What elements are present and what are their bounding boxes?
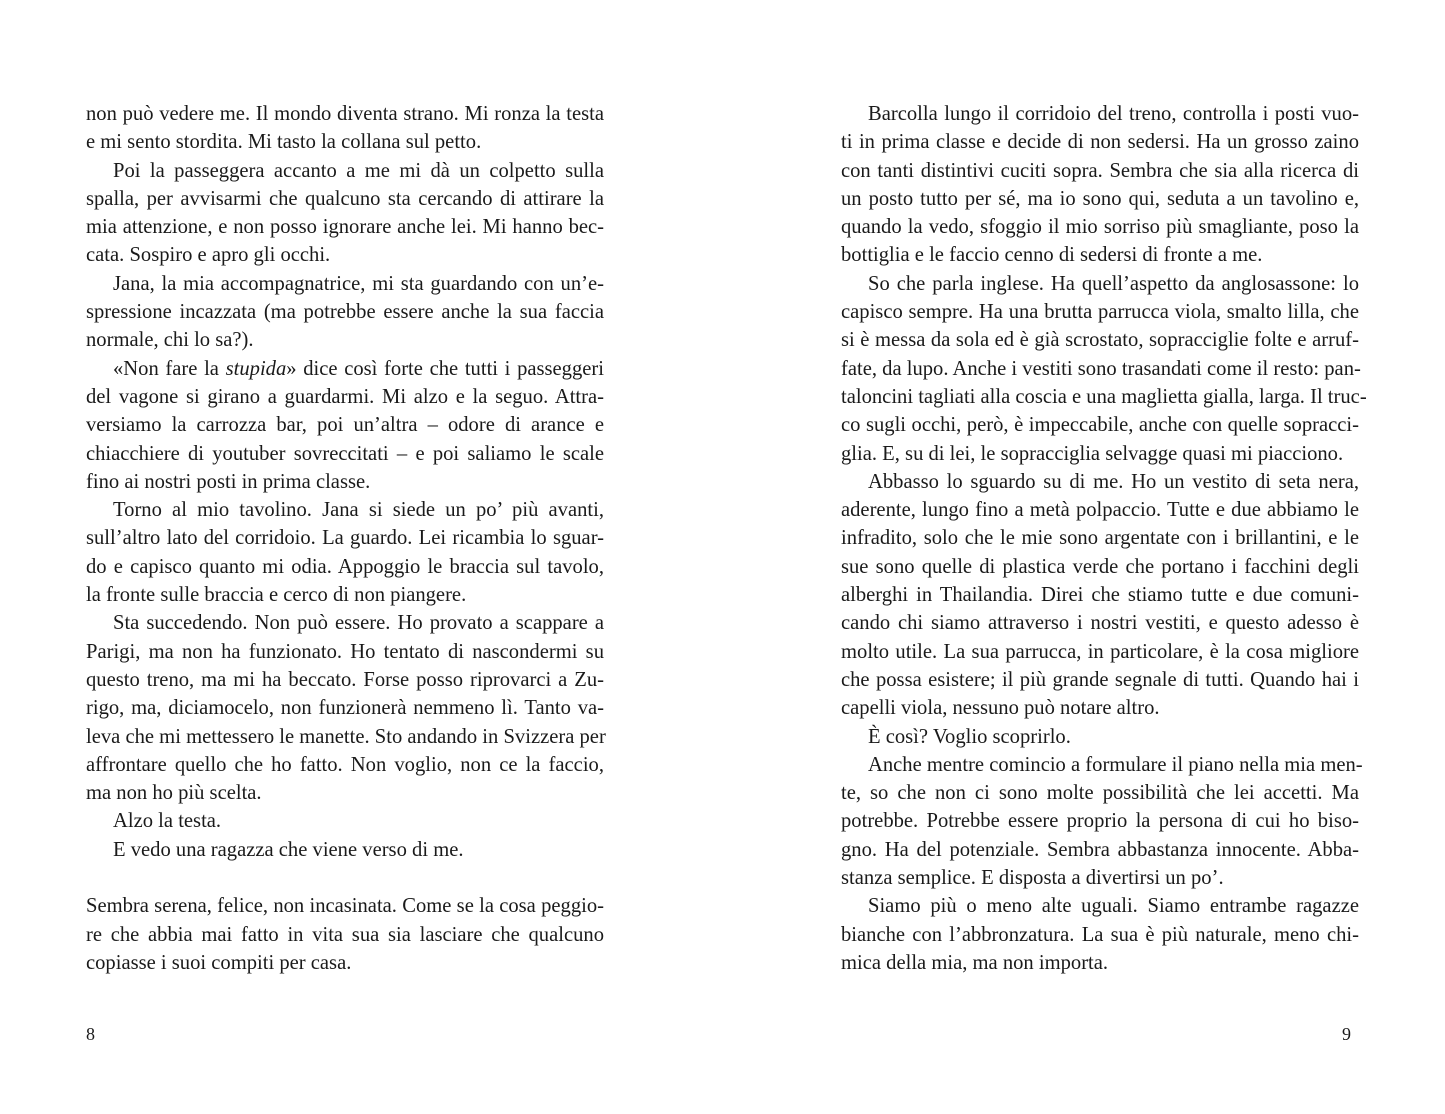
text-line: do e capisco quanto mi odia. Appoggio le braccia sul tavolo,	[86, 555, 604, 578]
text-line: ma non ho più scelta.	[86, 782, 262, 805]
text-line: cata. Sospiro e apro gli occhi.	[86, 244, 331, 267]
text-line: aderente, lungo fino a metà polpaccio. Tutte e due abbiamo le	[841, 499, 1359, 522]
text-line: Jana, la mia accompagnatrice, mi sta guardando con un’e-	[113, 272, 604, 295]
text-line: Sembra serena, felice, non incasinata. Come se la cosa peggio-	[86, 895, 604, 918]
text-line: E vedo una ragazza che viene verso di me.	[113, 838, 464, 861]
text-segment: «Non fare la	[113, 357, 226, 380]
text-line: potrebbe. Potrebbe essere proprio la persona di cui ho biso-	[841, 810, 1359, 833]
text-line: taloncini tagliati alla coscia e una maglietta gialla, larga. Il truc-	[841, 385, 1367, 408]
text-line: Siamo più o meno alte uguali. Siamo entrambe ragazze	[868, 895, 1359, 918]
text-line: te, so che non ci sono molte possibilità che lei accetti. Ma	[841, 782, 1359, 805]
text-segment: » dice così forte che tutti i passeggeri	[286, 357, 604, 380]
text-line: Parigi, ma non ha funzionato. Ho tentato di nascondermi su	[86, 640, 604, 663]
text-line: mia attenzione, e non posso ignorare anche lei. Mi hanno bec-	[86, 216, 604, 239]
italic-word: stupida	[225, 357, 287, 380]
text-line: molto utile. La sua parrucca, in particolare, è la cosa migliore	[841, 640, 1359, 663]
text-line: Anche mentre comincio a formulare il piano nella mia men-	[868, 753, 1363, 776]
text-line: non può vedere me. Il mondo diventa strano. Mi ronza la testa	[86, 103, 604, 125]
text-line: Abbasso lo sguardo su di me. Ho un vestito di seta nera,	[868, 470, 1359, 493]
left-page-text	[86, 100, 604, 977]
right-page-text	[841, 100, 1367, 977]
text-line: infradito, solo che le mie sono argentate con i brillantini, e le	[841, 527, 1359, 550]
text-line: È così? Voglio scoprirlo.	[868, 725, 1071, 748]
text-line: un posto tutto per sé, ma io sono qui, seduta a un tavolino e,	[841, 187, 1359, 210]
text-line: e mi sento stordita. Mi tasto la collana sul petto.	[86, 131, 482, 154]
right-page-number: 9	[1342, 1024, 1351, 1044]
text-line: sue sono quelle di plastica verde che portano i facchini degli	[841, 555, 1359, 578]
text-line: fino ai nostri posti in prima classe.	[86, 470, 371, 493]
text-line: spalla, per avvisarmi che qualcuno sta cercando di attirare la	[86, 187, 604, 210]
text-line: con tanti distintivi cuciti sopra. Sembra che sia alla ricerca di	[841, 159, 1359, 182]
text-line: So che parla inglese. Ha quell’aspetto da anglosassone: lo	[868, 272, 1359, 295]
text-line: bianche con l’abbronzatura. La sua è più naturale, meno chi-	[841, 923, 1359, 946]
text-line: ti in prima classe e decide di non sedersi. Ha un grosso zaino	[841, 131, 1359, 154]
text-line: glia. E, su di lei, le sopracciglia selvagge quasi mi piacciono.	[841, 442, 1344, 465]
text-line: che possa esistere; il più grande segnale di tutti. Quando hai i	[841, 668, 1359, 691]
text-line: alberghi in Thailandia. Direi che stiamo tutte e due comuni-	[841, 584, 1359, 607]
text-line: co sugli occhi, però, è impeccabile, anche con quelle sopracci-	[841, 414, 1359, 437]
text-line: Alzo la testa.	[113, 810, 222, 833]
text-line: del vagone si girano a guardarmi. Mi alzo e la seguo. Attra-	[86, 385, 604, 408]
text-line: affrontare quello che ho fatto. Non voglio, non ce la faccio,	[86, 753, 604, 776]
text-line: normale, chi lo sa?).	[86, 329, 254, 352]
text-line: re che abbia mai fatto in vita sua sia lasciare che qualcuno	[86, 923, 604, 946]
text-line: copiasse i suoi compiti per casa.	[86, 951, 352, 974]
text-line: cando chi siamo attraverso i nostri vestiti, e questo adesso è	[841, 612, 1359, 635]
left-page-number: 8	[86, 1024, 95, 1044]
text-line: mica della mia, ma non importa.	[841, 951, 1109, 974]
text-line: si è messa da sola ed è già scrostato, sopracciglie folte e arruf-	[841, 329, 1359, 352]
text-line: capelli viola, nessuno può notare altro.	[841, 697, 1160, 720]
text-line: stanza semplice. E disposta a divertirsi un po’.	[841, 867, 1224, 890]
text-line: gno. Ha del potenziale. Sembra abbastanza innocente. Abba-	[841, 838, 1359, 861]
text-line: quando la vedo, sfoggio il mio sorriso più smagliante, poso la	[841, 216, 1359, 239]
text-line: leva che mi mettessero le manette. Sto andando in Svizzera per	[86, 725, 606, 748]
text-line: la fronte sulle braccia e cerco di non piangere.	[86, 584, 467, 607]
text-line: Barcolla lungo il corridoio del treno, controlla i posti vuo-	[868, 103, 1359, 125]
text-line: Torno al mio tavolino. Jana si siede un po’ più avanti,	[113, 499, 604, 522]
text-line: bottiglia e le faccio cenno di sedersi di fronte a me.	[841, 244, 1263, 267]
text-line: questo treno, ma mi ha beccato. Forse posso riprovarci a Zu-	[86, 668, 604, 691]
text-line: rigo, ma, diciamocelo, non funzionerà nemmeno lì. Tanto va-	[86, 697, 604, 720]
text-line: Sta succedendo. Non può essere. Ho provato a scappare a	[113, 612, 604, 635]
text-line: versiamo la carrozza bar, poi un’altra – odore di arance e	[86, 414, 604, 437]
text-line: spressione incazzata (ma potrebbe essere anche la sua faccia	[86, 301, 604, 324]
text-line	[86, 355, 604, 383]
text-line: Poi la passeggera accanto a me mi dà un colpetto sulla	[113, 159, 604, 182]
text-line: chiacchiere di youtuber sovreccitati – e poi saliamo le scale	[86, 442, 604, 465]
text-line	[86, 864, 604, 892]
text-line: sull’altro lato del corridoio. La guardo. Lei ricambia lo sguar-	[86, 527, 604, 550]
text-line: fate, da lupo. Anche i vestiti sono trasandati come il resto: pan-	[841, 357, 1361, 380]
text-line: capisco sempre. Ha una brutta parrucca viola, smalto lilla, che	[841, 301, 1359, 324]
